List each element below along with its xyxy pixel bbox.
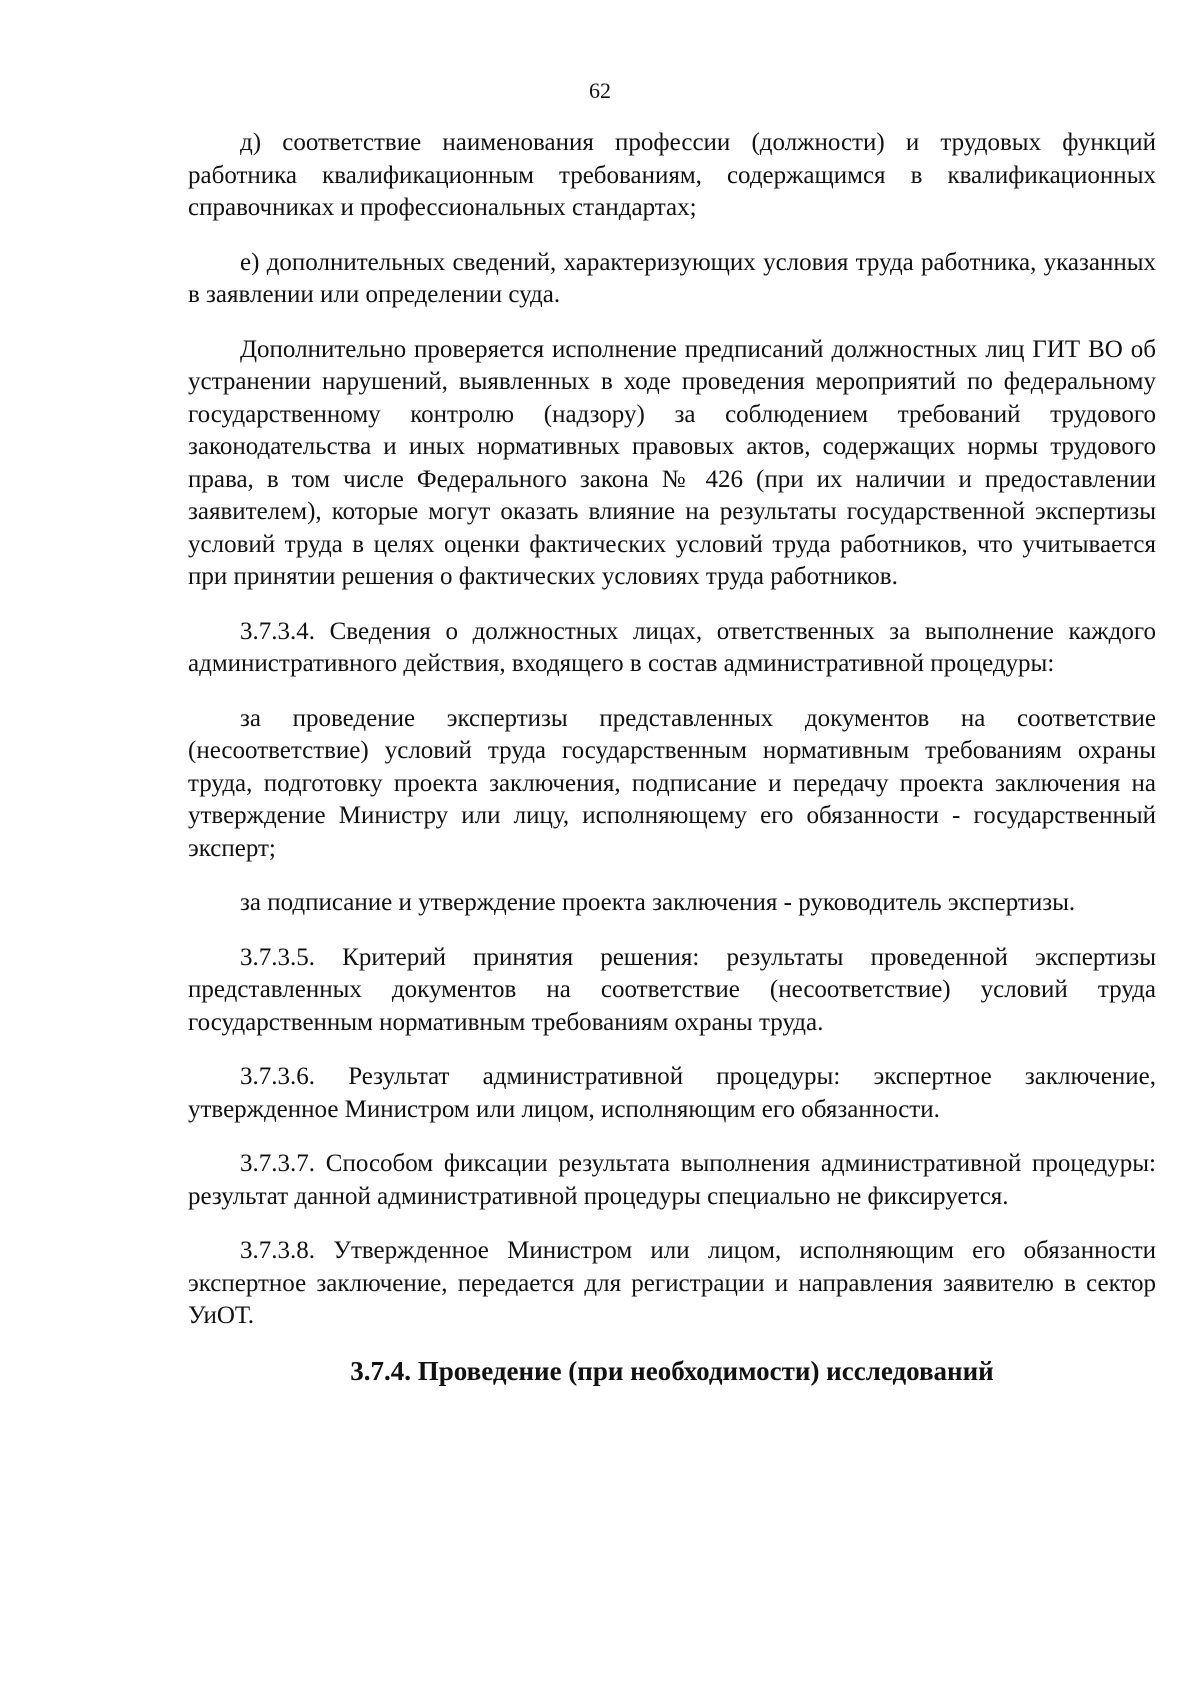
paragraph-3-7-3-5: 3.7.3.5. Критерий принятия решения: результаты проведенной экспертизы представленных документов на соответствие (несоответствие) условий труда государственным нормативным требованиям охраны труда. bbox=[188, 943, 1156, 1036]
paragraph-additional-check: Дополнительно проверяется исполнение предписаний должностных лиц ГИТ ВО об устранении нарушений, выявленных в ходе проведения мероприятий по федеральному государственному контролю (надзору) за соблюдением требований трудового законодательства и иных нормативных правовых актов, содержащих нормы трудового права, в том числе Федерального закона № 426 (при их наличии и предоставлении заявителем), которые могут оказать влияние на результаты государственной экспертизы условий труда в целях оценки фактических условий труда работников, что учитывается при принятии решения о фактических условиях труда работников. bbox=[188, 335, 1156, 590]
page-number: 62 bbox=[589, 78, 611, 103]
paragraph-3-7-3-8: 3.7.3.8. Утвержденное Министром или лицом, исполняющим его обязанности экспертное заключение, передается для регистрации и направления заявителю в сектор УиОТ. bbox=[188, 1237, 1156, 1329]
paragraph-3-7-3-4: 3.7.3.4. Сведения о должностных лицах, ответственных за выполнение каждого административного действия, входящего в состав административной процедуры: bbox=[188, 617, 1156, 677]
paragraph-d: д) соответствие наименования профессии (должности) и трудовых функций работника квалификационным требованиям, содержащимся в квалификационных справочниках и профессиональных стандартах; bbox=[188, 129, 1156, 221]
paragraph-head-responsibility: за подписание и утверждение проекта заключения - руководитель экспертизы. bbox=[240, 889, 1076, 916]
paragraph-3-7-3-7: 3.7.3.7. Способом фиксации результата выполнения административной процедуры: результат данной административной процедуры специально не фиксируется. bbox=[188, 1150, 1156, 1210]
document-body bbox=[188, 127, 1156, 1387]
paragraph-3-7-3-6: 3.7.3.6. Результат административной процедуры: экспертное заключение, утвержденное Министром или лицом, исполняющим его обязанности. bbox=[188, 1063, 1156, 1123]
paragraph-e: е) дополнительных сведений, характеризующих условия труда работника, указанных в заявлении или определении суда. bbox=[188, 248, 1156, 308]
section-heading: 3.7.4. Проведение (при необходимости) исследований bbox=[350, 1355, 994, 1386]
paragraph-expert-responsibility: за проведение экспертизы представленных документов на соответствие (несоответствие) условий труда государственным нормативным требованиям охраны труда, подготовку проекта заключения, подписание и передачу проекта заключения на утверждение Министру или лицу, исполняющему его обязанности - государственный эксперт; bbox=[188, 704, 1156, 862]
